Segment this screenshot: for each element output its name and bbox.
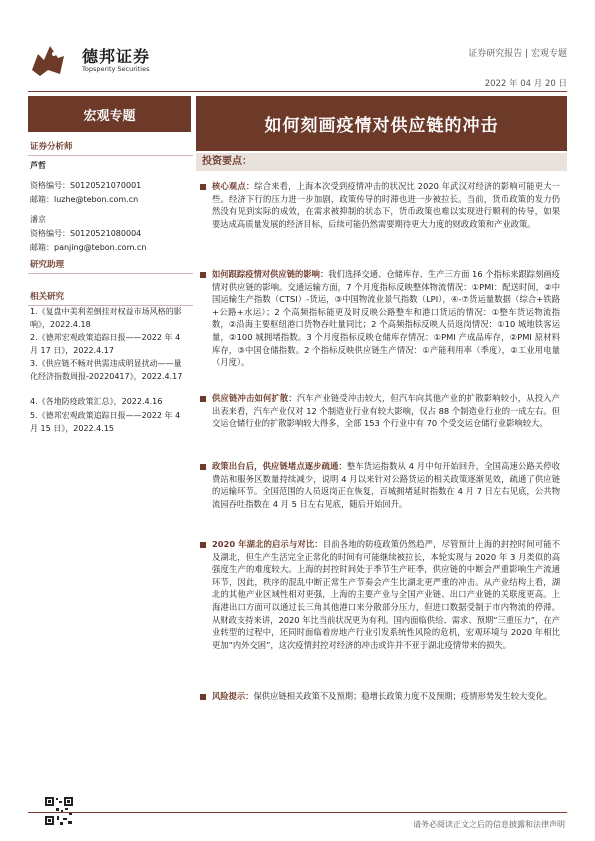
key-point-text: 我们选择交通、仓储库存、生产三方面 16 个指标来跟踪刻画疫情对供应链的影响。交通运输方面，7 个月度指标反映整体物流情况：①PMI：配送时间，②中国运输生产指数（CTSI）-货运，③中国物流业景气指数（LPI），④-⑦货运量数据（综合+铁路+公路+水运）；2 个高频指标能更及时反映公路整车和港口货运的情况：①整车货运物流指数，②沿海主要枢纽港口货物吞吐量同比；2 个高频指标反映人员返岗情况：①10 城地铁客运量，②100 城拥堵指数。3 个月度指标反映仓储库存情况：①PMI 产成品库存，②PMI 原材料库存，③中国仓储指数。2 个指标反映供应链生产情况：①产能利用率（季度），②工业用电量（月度）。 xyxy=(212,269,560,368)
related-item[interactable]: 1.《复盘中美利差倒挂对权益市场风格的影响》，2022.4.18 xyxy=(30,307,182,329)
report-type: 证券研究报告 | 宏观专题 xyxy=(468,49,567,59)
qr-code-icon xyxy=(44,796,74,826)
key-point-lead: 2020 年湖北的启示与对比： xyxy=(212,539,323,549)
assistant-heading: 研究助理 xyxy=(28,256,193,274)
related-item[interactable]: 2.《德邦宏观政策追踪日报——2022 年 4 月 17 日》，2022.4.17 xyxy=(30,333,181,355)
analyst-name: 潘京 xyxy=(30,215,46,224)
key-point-lead: 供应链冲击如何扩散： xyxy=(212,393,297,403)
bullet-icon xyxy=(200,396,206,402)
key-point-lead: 核心观点： xyxy=(212,181,255,191)
key-point xyxy=(200,690,560,703)
disclaimer: 请务必阅读正文之后的信息披露和法律声明 xyxy=(413,820,565,829)
related-item[interactable]: 4.《各地防疫政策汇总》，2022.4.16 xyxy=(30,397,163,406)
header-divider xyxy=(28,91,567,92)
category-banner: 宏观专题 xyxy=(28,96,191,132)
footer-divider xyxy=(28,812,567,813)
brand-name: 德邦证券 xyxy=(82,47,151,66)
related-item[interactable]: 3.《供应链不畅对供需违成明显扰动——量化经济指数周报-20220417》，2022.4.17 xyxy=(30,359,183,381)
analyst-cert: 资格编号：S0120521070001 xyxy=(30,181,142,190)
key-point xyxy=(200,180,560,230)
key-point-text: 保供应链相关政策不及预期；稳增长政策力度不及预期；疫情形势发生较大变化。 xyxy=(253,691,553,701)
analyst-email[interactable]: 邮箱：panjing@tebon.com.cn xyxy=(30,243,147,252)
bullet-icon xyxy=(200,272,206,278)
brand-logo-icon xyxy=(28,40,68,80)
bullet-icon xyxy=(200,542,206,548)
analyst-cert: 资格编号：S0120521080004 xyxy=(30,229,142,238)
key-point-lead: 政策出台后，供应链堵点逐步疏通： xyxy=(212,461,347,471)
bullet-icon xyxy=(200,694,206,700)
related-item[interactable]: 5.《德邦宏观政策追踪日报——2022 年 4 月 15 日》，2022.4.15 xyxy=(30,411,181,433)
brand-name-en: Topsperity Securities xyxy=(82,65,150,73)
key-point-lead: 风险提示： xyxy=(212,691,254,701)
key-point xyxy=(200,538,560,651)
analyst-name: 芦哲 xyxy=(30,161,46,170)
key-point-text: 整车货运指数从 4 月中旬开始回升，全国高速公路关停收费站和服务区数量持续减少，说明 4 月以来针对公路货运的相关政策逐渐见效，疏通了供应链的运输环节。全国范围的人员返岗正在恢复，百城拥堵延时指数在 4 月 7 日左右见底，公共物流园吞吐指数在 4 月 5 日左右见底，随后开始回升。 xyxy=(212,461,560,509)
key-point-text: 汽车产业链受冲击较大，但汽车向其他产业的扩散影响较小，从投入产出表来看，汽车产业仅对 12 个制造业行业有较大影响，仅占 88 个制造业行业的一成左右。但交运仓储行业的扩散影响较大得多，全部 153 个行业中有 70 个受交运仓储行业影响较大。 xyxy=(212,393,560,429)
analyst-heading: 证券分析师 xyxy=(28,138,193,156)
analyst-email[interactable]: 邮箱：luzhe@tebon.com.cn xyxy=(30,195,139,204)
bullet-icon xyxy=(200,184,206,190)
key-point xyxy=(200,268,560,369)
key-point-text: 综合来看，上海本次受到疫情冲击的状况比 2020 年武汉对经济的影响可能更大一些。经济下行的压力进一步加剧，政策传导的时滞也进一步被拉长。当前，货币政策的发力仍然没有见到实际的成效，在需求被抑制的状态下，货币政策也难以实现进行顺利的传导，如果要达成高质量发展的经济目标，后续可能仍然需要期待更大力度的财政政策和产业政策。 xyxy=(212,181,560,229)
related-heading: 相关研究 xyxy=(28,288,193,306)
key-point-lead: 如何跟踪疫情对供应链的影响： xyxy=(212,269,329,279)
key-point-text: 目前各地的防疫政策仍然趋严，尽管预计上海的封控时间可能不及湖北，但生产生活完全正常化的时间有可能继续被拉长，本轮实现与 2020 年 3 月类似的高强度生产的难度较大。上海的封控时间处于季节生产旺季，供应链的中断会严重影响生产流通环节，因此，秩序的混乱中断正常生产节奏会产生比湖北更严重的冲击。从产业结构上看，湖北的其他产业区域性相对更强，上海的主要产业与全国产业链、出口产业链的关联度更高。上海港出口方面可以通过长三角其他港口来分散部分压力，但进口数据受制于市内物流的停滞。从财政支持来讲，2020 年比当前状况更为有利。国内面临供给、需求、预期“三重压力”，在产业转型的过程中，还同时面临着房地产行业引发系统性风险的危机，宏观环境与 2020 年相比更加“内外交困”，这次疫情封控对经济的冲击或许并不亚于湖北疫情带来的损失。 xyxy=(212,539,560,650)
key-point xyxy=(200,460,560,510)
bullet-icon xyxy=(200,464,206,470)
report-title: 如何刻画疫情对供应链的冲击 xyxy=(196,96,567,151)
invest-heading: 投资要点： xyxy=(196,153,567,171)
key-point xyxy=(200,392,560,430)
report-date: 2022 年 04 月 20 日 xyxy=(484,79,567,89)
